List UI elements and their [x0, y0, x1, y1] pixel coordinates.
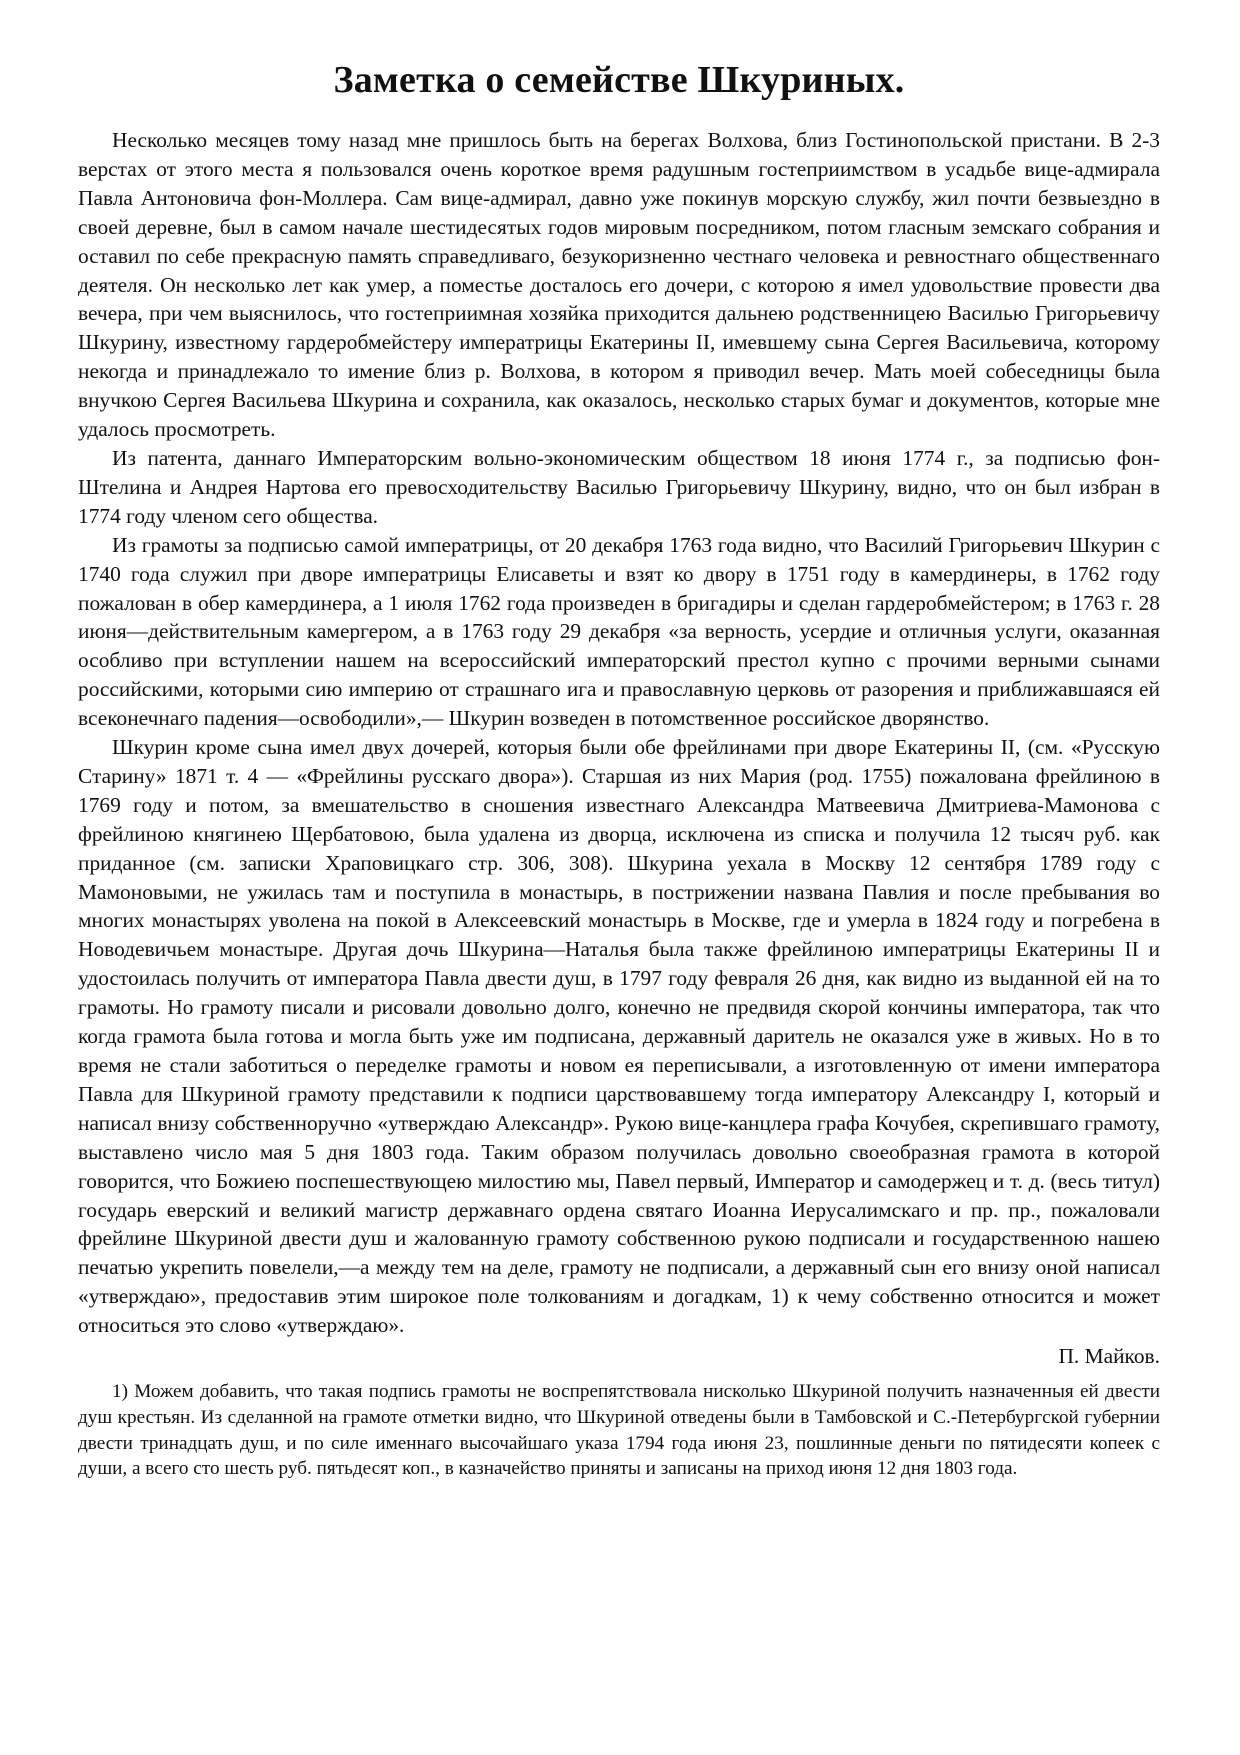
paragraph-intro: Несколько месяцев тому назад мне пришлось быть на берегах Волхова, близ Гостинопольской пристани. В 2-3 верстах от этого места я пользовался очень короткое время радушным гостеприимством в усадьбе вице-адмирала Павла Антоновича фон-Моллера. Сам вице-адмирал, давно уже покинув морскую службу, жил почти безвыездно в своей деревне, был в самом начале шестидесятых годов мировым посредником, потом гласным земскаго собрания и оставил по себе прекрасную память справедливаго, безукоризненно честнаго человека и ревностнаго общественнаго деятеля. Он несколько лет как умер, а поместье досталось его дочери, с которою я имел удовольствие провести два вечера, при чем выяснилось, что гостеприимная хозяйка приходится дальнею родственницею Василью Григорьевичу Шкурину, известному гардеробмейстеру императрицы Екатерины II, имевшему сына Сергея Васильевича, которому некогда и принадлежало то имение близ р. Волхова, в котором я приводил вечер. Мать моей собеседницы была внучкою Сергея Васильева Шкурина и сохранила, как оказалось, несколько старых бумаг и документов, которые мне удалось просмотреть.: [78, 128, 1160, 442]
document-page: [78, 58, 1160, 1482]
paragraph-charter: Из грамоты за подписью самой императрицы, от 20 декабря 1763 года видно, что Василий Григорьевич Шкурин с 1740 года служил при дворе императрицы Елисаветы и взят ко двору в 1751 году в камердинеры, в 1762 году пожалован в обер камердинера, а 1 июля 1762 года произведен в бригадиры и сделан гардеробмейстером; в 1763 г. 28 июня—действительным камергером, а в 1763 году 29 декабря «за верность, усердие и отличныя услуги, оказанная особливо при вступлении нашем на всероссийский императорский престол купно с прочими верными сынами российскими, которыми сию империю от страшнаго ига и православную церковь от разорения и приближавшаяся ей всеконечнаго падения—освободили»,— Шкурин возведен в потомственное российское дворянство.: [78, 532, 1160, 731]
footnote: 1) Можем добавить, что такая подпись грамоты не воспрепятствовала нисколько Шкуриной получить назначенныя ей двести душ крестьян. Из сделанной на грамоте отметки видно, что Шкуриной отведены были в Тамбовской и С.-Петербургской губернии двести тринадцать душ, и по силе именнаго высочайшаго указа 1794 года июня 23, пошлинные деньги по пятидесяти копеек с души, а всего сто шесть руб. пятьдесят коп., в казначейство приняты и записаны на приход июня 12 дня 1803 года.: [78, 1380, 1160, 1480]
paragraph-patent: Из патента, даннаго Императорским вольно-экономическим обществом 18 июня 1774 г., за подписью фон-Штелина и Андрея Нартова его превосходительству Василью Григорьевичу Шкурину, видно, что он был избран в 1774 году членом сего общества.: [78, 445, 1160, 528]
document-title: Заметка о семействе Шкуриных.: [333, 59, 905, 101]
author-signature: П. Майков.: [1058, 1344, 1160, 1369]
paragraph-daughters: Шкурин кроме сына имел двух дочерей, которыя были обе фрейлинами при дворе Екатерины II, (см. «Русскую Старину» 1871 т. 4 — «Фрейлины русскаго двора»). Старшая из них Мария (род. 1755) пожалована фрейлиною в 1769 году и потом, за вмешательство в сношения известнаго Александра Матвеевича Дмитриева-Мамонова с фрейлиною княгинею Щербатовою, была удалена из дворца, исключена из списка и получила 12 тысяч руб. как приданное (см. записки Храповицкаго стр. 306, 308). Шкурина уехала в Москву 12 сентября 1789 году с Мамоновыми, не ужилась там и поступила в монастырь, в пострижении названа Павлия и после пребывания во многих монастырях уволена на покой в Алексеевский монастырь в Москве, где и умерла в 1824 году и погребена в Новодевичьем монастыре. Другая дочь Шкурина—Наталья была также фрейлиною императрицы Екатерины II и удостоилась получить от императора Павла двести душ, в 1797 году февраля 26 дня, как видно из выданной ей на то грамоты. Но грамоту писали и рисовали довольно долго, конечно не предвидя скорой кончины императора, так что когда грамота была готова и могла быть уже им подписана, державный даритель не оказался уже в живых. Но в то время не стали заботиться о переделке грамоты и новом ея переписывали, а изготовленную от имени императора Павла для Шкуриной грамоту представили к подписи царствовавшему тогда императору Александру I, который и написал внизу собственноручно «утверждаю Александр». Рукою вице-канцлера графа Кочубея, скрепившаго грамоту, выставлено число мая 5 дня 1803 года. Таким образом получилась довольно своеобразная грамота в которой говорится, что Божиею поспешествующею милостию мы, Павел первый, Император и самодержец и т. д. (весь титул) государь еверский и великий магистр державнаго ордена святаго Иоанна Иерусалимскаго и пр. пр., пожаловали фрейлине Шкуриной двести душ и жалованную грамоту собственною рукою подписали и государственною нашею печатью укрепить повелели,—а между тем на деле, грамоту не подписали, а державный сын его внизу оной написал «утверждаю», предоставив этим широкое поле толкованиям и догадкам, 1) к чему собственно относится и может относиться это слово «утверждаю».: [78, 735, 1160, 1338]
